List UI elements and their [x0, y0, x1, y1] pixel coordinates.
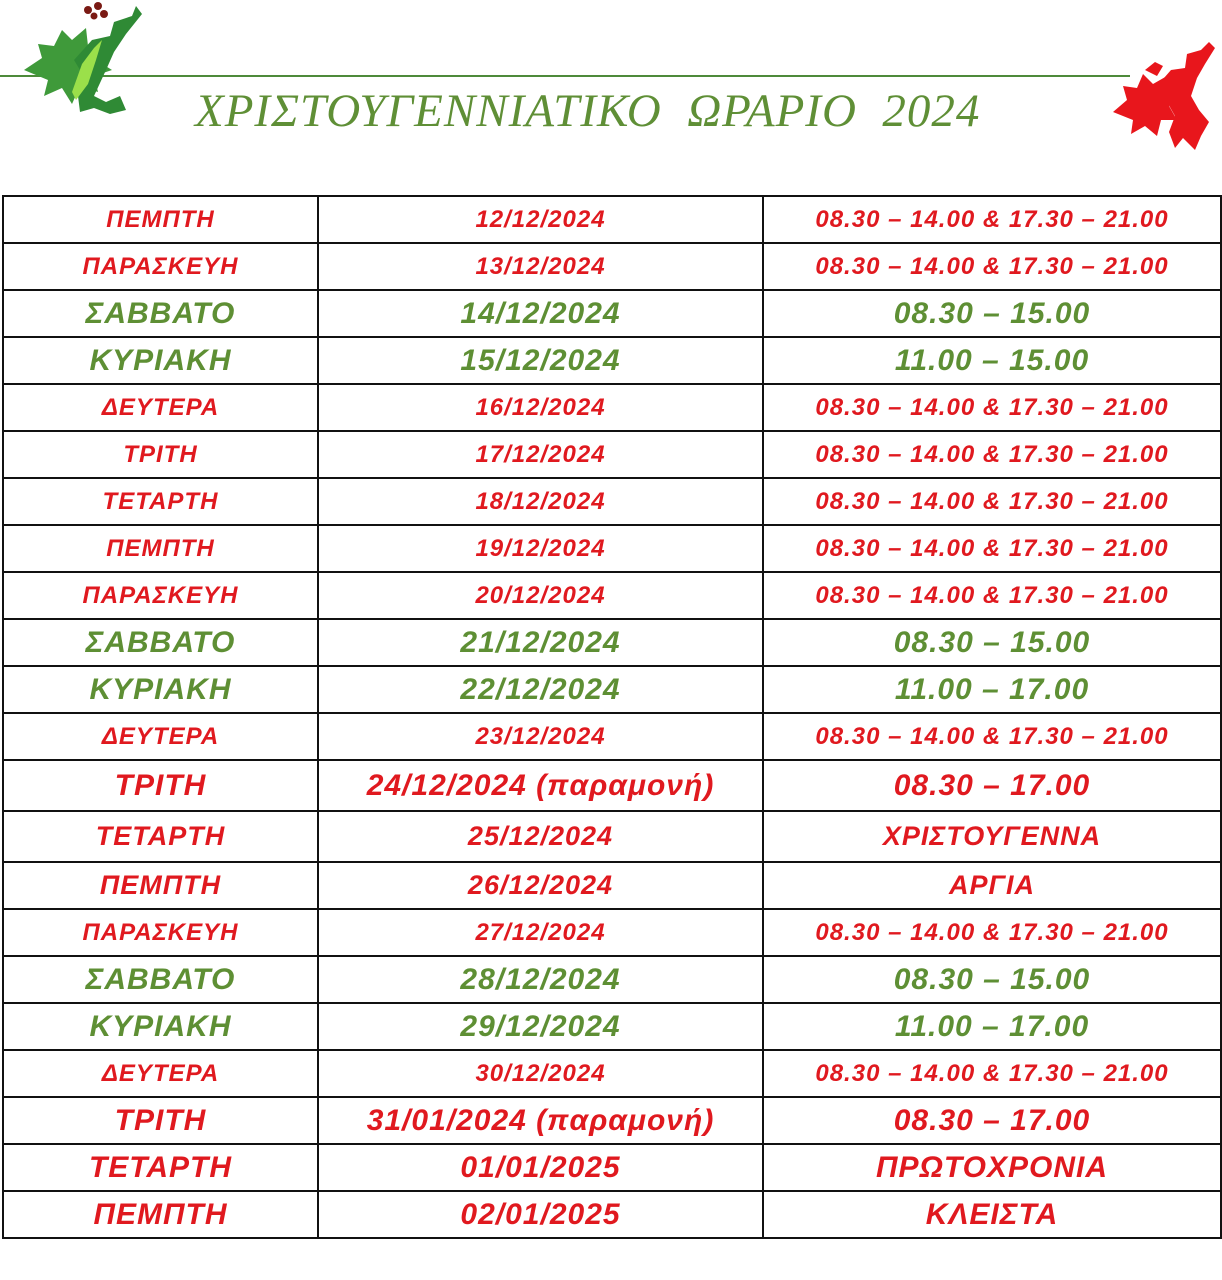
schedule-row [3, 956, 1221, 1003]
hours-cell: 08.30 – 14.00 & 17.30 – 21.00 [763, 196, 1221, 243]
holly-green-icon [14, 0, 149, 125]
day-cell: ΤΡΙΤΗ [3, 1097, 318, 1144]
schedule-row [3, 1191, 1221, 1238]
date-cell: 20/12/2024 [318, 572, 763, 619]
schedule-row [3, 619, 1221, 666]
schedule-row [3, 862, 1221, 909]
hours-cell: ΧΡΙΣΤΟΥΓΕΝΝΑ [763, 811, 1221, 862]
schedule-row [3, 1097, 1221, 1144]
schedule-row [3, 384, 1221, 431]
hours-cell: 08.30 – 14.00 & 17.30 – 21.00 [763, 431, 1221, 478]
hours-cell: 08.30 – 14.00 & 17.30 – 21.00 [763, 243, 1221, 290]
page-header [0, 0, 1222, 195]
date-cell: 25/12/2024 [318, 811, 763, 862]
date-cell: 17/12/2024 [318, 431, 763, 478]
hours-cell: ΑΡΓΙΑ [763, 862, 1221, 909]
header-divider [0, 75, 1130, 77]
day-cell: ΔΕΥΤΕΡΑ [3, 384, 318, 431]
date-cell: 31/01/2024 (παραμονή) [318, 1097, 763, 1144]
day-cell: ΠΑΡΑΣΚΕΥΗ [3, 243, 318, 290]
schedule-row [3, 478, 1221, 525]
date-cell: 22/12/2024 [318, 666, 763, 713]
schedule-row [3, 760, 1221, 811]
date-cell: 19/12/2024 [318, 525, 763, 572]
hours-cell: 08.30 – 14.00 & 17.30 – 21.00 [763, 525, 1221, 572]
date-cell: 12/12/2024 [318, 196, 763, 243]
hours-cell: 11.00 – 17.00 [763, 1003, 1221, 1050]
hours-cell: 08.30 – 14.00 & 17.30 – 21.00 [763, 572, 1221, 619]
date-cell: 28/12/2024 [318, 956, 763, 1003]
hours-cell: 08.30 – 17.00 [763, 1097, 1221, 1144]
schedule-row [3, 431, 1221, 478]
hours-cell: 08.30 – 14.00 & 17.30 – 21.00 [763, 1050, 1221, 1097]
hours-cell: 11.00 – 15.00 [763, 337, 1221, 384]
date-cell: 01/01/2025 [318, 1144, 763, 1191]
day-cell: ΠΕΜΠΤΗ [3, 196, 318, 243]
day-cell: ΠΑΡΑΣΚΕΥΗ [3, 572, 318, 619]
date-cell: 15/12/2024 [318, 337, 763, 384]
day-cell: ΚΥΡΙΑΚΗ [3, 337, 318, 384]
schedule-row [3, 525, 1221, 572]
page-title: ΧΡΙΣΤΟΥΓΕΝΝΙΑΤΙΚΟ ΩΡΑΡΙΟ 2024 [195, 85, 981, 137]
date-cell: 24/12/2024 (παραμονή) [318, 760, 763, 811]
day-cell: ΚΥΡΙΑΚΗ [3, 666, 318, 713]
day-cell: ΣΑΒΒΑΤΟ [3, 290, 318, 337]
day-cell: ΤΡΙΤΗ [3, 431, 318, 478]
date-cell: 26/12/2024 [318, 862, 763, 909]
hours-cell: 08.30 – 14.00 & 17.30 – 21.00 [763, 713, 1221, 760]
schedule-row [3, 290, 1221, 337]
hours-cell: 08.30 – 15.00 [763, 290, 1221, 337]
hours-cell: ΠΡΩΤΟΧΡΟΝΙΑ [763, 1144, 1221, 1191]
day-cell: ΚΥΡΙΑΚΗ [3, 1003, 318, 1050]
date-cell: 02/01/2025 [318, 1191, 763, 1238]
hours-cell: 08.30 – 15.00 [763, 956, 1221, 1003]
day-cell: ΤΕΤΑΡΤΗ [3, 811, 318, 862]
hours-cell: 08.30 – 14.00 & 17.30 – 21.00 [763, 384, 1221, 431]
schedule-row [3, 337, 1221, 384]
schedule-table [2, 195, 1222, 1239]
day-cell: ΤΡΙΤΗ [3, 760, 318, 811]
date-cell: 18/12/2024 [318, 478, 763, 525]
day-cell: ΔΕΥΤΕΡΑ [3, 713, 318, 760]
schedule-body [3, 196, 1221, 1238]
day-cell: ΤΕΤΑΡΤΗ [3, 1144, 318, 1191]
day-cell: ΣΑΒΒΑΤΟ [3, 956, 318, 1003]
date-cell: 23/12/2024 [318, 713, 763, 760]
schedule-row [3, 811, 1221, 862]
holly-red-icon [1105, 40, 1217, 155]
schedule-row [3, 1144, 1221, 1191]
hours-cell: ΚΛΕΙΣΤΑ [763, 1191, 1221, 1238]
schedule-row [3, 572, 1221, 619]
date-cell: 14/12/2024 [318, 290, 763, 337]
date-cell: 27/12/2024 [318, 909, 763, 956]
schedule-row [3, 1050, 1221, 1097]
schedule-row [3, 196, 1221, 243]
day-cell: ΠΕΜΠΤΗ [3, 862, 318, 909]
day-cell: ΔΕΥΤΕΡΑ [3, 1050, 318, 1097]
date-cell: 16/12/2024 [318, 384, 763, 431]
schedule-row [3, 1003, 1221, 1050]
hours-cell: 08.30 – 15.00 [763, 619, 1221, 666]
date-cell: 30/12/2024 [318, 1050, 763, 1097]
day-cell: ΤΕΤΑΡΤΗ [3, 478, 318, 525]
schedule-row [3, 909, 1221, 956]
day-cell: ΠΕΜΠΤΗ [3, 525, 318, 572]
schedule-row [3, 243, 1221, 290]
day-cell: ΠΕΜΠΤΗ [3, 1191, 318, 1238]
date-cell: 13/12/2024 [318, 243, 763, 290]
schedule-row [3, 666, 1221, 713]
hours-cell: 08.30 – 14.00 & 17.30 – 21.00 [763, 478, 1221, 525]
date-cell: 29/12/2024 [318, 1003, 763, 1050]
schedule-row [3, 713, 1221, 760]
hours-cell: 11.00 – 17.00 [763, 666, 1221, 713]
day-cell: ΠΑΡΑΣΚΕΥΗ [3, 909, 318, 956]
hours-cell: 08.30 – 14.00 & 17.30 – 21.00 [763, 909, 1221, 956]
date-cell: 21/12/2024 [318, 619, 763, 666]
day-cell: ΣΑΒΒΑΤΟ [3, 619, 318, 666]
hours-cell: 08.30 – 17.00 [763, 760, 1221, 811]
